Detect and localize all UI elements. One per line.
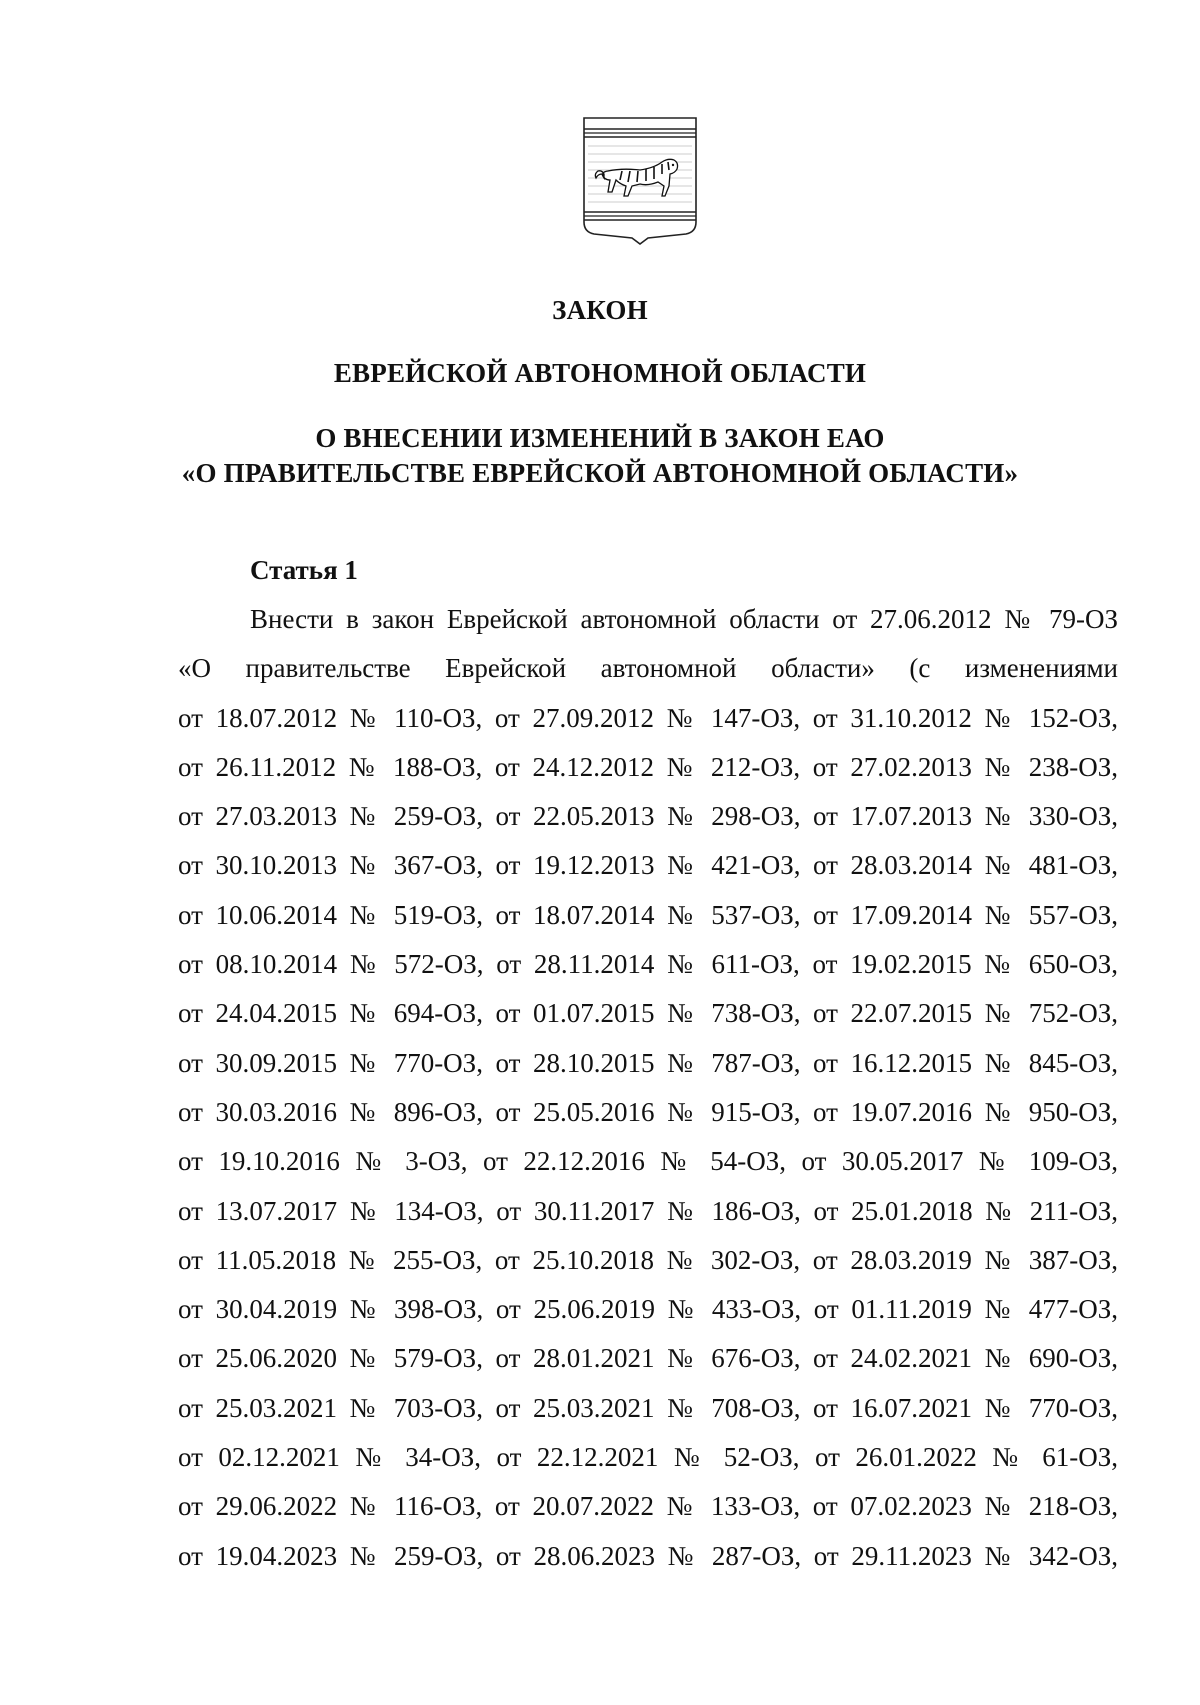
body-line: Внести в закон Еврейской автономной области от 27.06.2012 № 79-ОЗ: [250, 604, 1118, 634]
body-line: от 27.03.2013 № 259-ОЗ, от 22.05.2013 № 298-ОЗ, от 17.07.2013 № 330-ОЗ,: [178, 801, 1118, 832]
document-type-heading: ЗАКОН: [552, 295, 648, 325]
region-heading: ЕВРЕЙСКОЙ АВТОНОМНОЙ ОБЛАСТИ: [333, 358, 867, 388]
body-line: от 30.10.2013 № 367-ОЗ, от 19.12.2013 № 421-ОЗ, от 28.03.2014 № 481-ОЗ,: [178, 850, 1118, 881]
body-line: от 30.09.2015 № 770-ОЗ, от 28.10.2015 № 787-ОЗ, от 16.12.2015 № 845-ОЗ,: [178, 1047, 1118, 1078]
body-line: от 10.06.2014 № 519-ОЗ, от 18.07.2014 № 537-ОЗ, от 17.09.2014 № 557-ОЗ,: [178, 899, 1118, 930]
body-line: от 26.11.2012 № 188-ОЗ, от 24.12.2012 № 212-ОЗ, от 27.02.2013 № 238-ОЗ,: [178, 751, 1118, 782]
body-line: от 02.12.2021 № 34-ОЗ, от 22.12.2021 № 52-ОЗ, от 26.01.2022 № 61-ОЗ,: [178, 1442, 1118, 1473]
law-title-line-1: О ВНЕСЕНИИ ИЗМЕНЕНИЙ В ЗАКОН ЕАО: [315, 423, 885, 453]
body-line: от 25.06.2020 № 579-ОЗ, от 28.01.2021 № 676-ОЗ, от 24.02.2021 № 690-ОЗ,: [178, 1343, 1118, 1374]
article-body: [178, 595, 1118, 1581]
body-line: от 11.05.2018 № 255-ОЗ, от 25.10.2018 № 302-ОЗ, от 28.03.2019 № 387-ОЗ,: [178, 1244, 1118, 1275]
law-title-line-2: «О ПРАВИТЕЛЬСТВЕ ЕВРЕЙСКОЙ АВТОНОМНОЙ ОБЛАСТИ»: [181, 458, 1019, 488]
body-line: от 30.04.2019 № 398-ОЗ, от 25.06.2019 № 433-ОЗ, от 01.11.2019 № 477-ОЗ,: [178, 1294, 1118, 1325]
body-line: от 29.06.2022 № 116-ОЗ, от 20.07.2022 № 133-ОЗ, от 07.02.2023 № 218-ОЗ,: [178, 1491, 1118, 1522]
body-line: от 19.10.2016 № 3-ОЗ, от 22.12.2016 № 54-ОЗ, от 30.05.2017 № 109-ОЗ,: [178, 1146, 1118, 1177]
body-line: от 13.07.2017 № 134-ОЗ, от 30.11.2017 № 186-ОЗ, от 25.01.2018 № 211-ОЗ,: [178, 1195, 1118, 1226]
body-line: от 08.10.2014 № 572-ОЗ, от 28.11.2014 № 611-ОЗ, от 19.02.2015 № 650-ОЗ,: [178, 949, 1118, 980]
body-line: от 18.07.2012 № 110-ОЗ, от 27.09.2012 № 147-ОЗ, от 31.10.2012 № 152-ОЗ,: [178, 702, 1118, 733]
body-line: «О правительстве Еврейской автономной области» (с изменениями: [178, 653, 1118, 684]
body-line: от 24.04.2015 № 694-ОЗ, от 01.07.2015 № 738-ОЗ, от 22.07.2015 № 752-ОЗ,: [178, 998, 1118, 1029]
article-title: Статья 1: [250, 555, 358, 585]
body-line: от 19.04.2023 № 259-ОЗ, от 28.06.2023 № 287-ОЗ, от 29.11.2023 № 342-ОЗ,: [178, 1540, 1118, 1571]
coat-of-arms-tiger-icon: [582, 116, 698, 256]
body-line: от 30.03.2016 № 896-ОЗ, от 25.05.2016 № 915-ОЗ, от 19.07.2016 № 950-ОЗ,: [178, 1096, 1118, 1127]
body-line: от 25.03.2021 № 703-ОЗ, от 25.03.2021 № 708-ОЗ, от 16.07.2021 № 770-ОЗ,: [178, 1392, 1118, 1423]
